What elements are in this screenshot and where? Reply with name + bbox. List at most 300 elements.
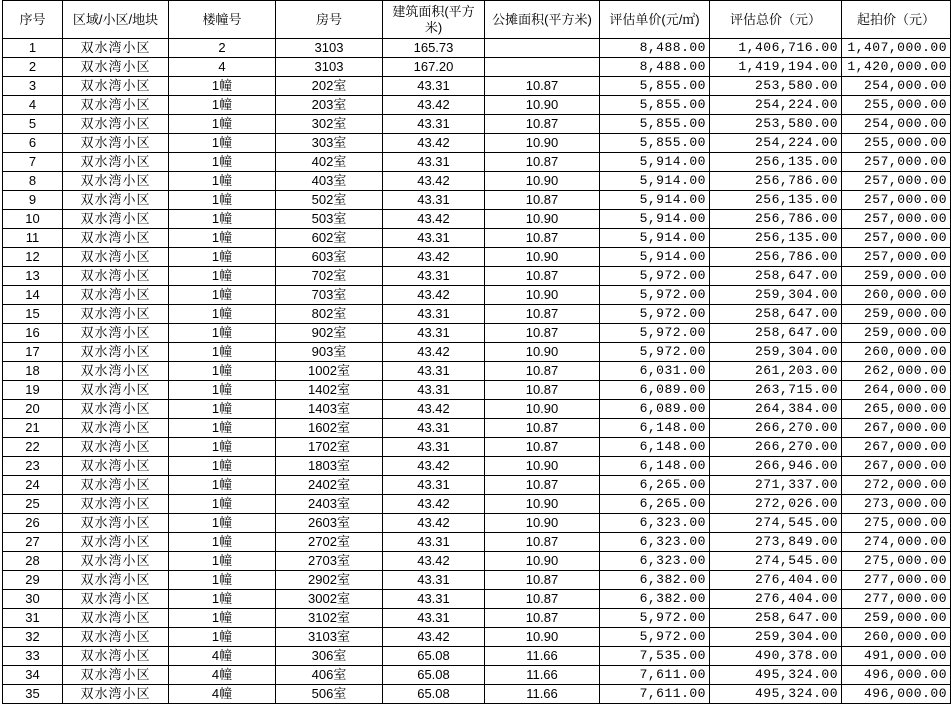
cell-floor-area: 43.42 — [383, 96, 485, 115]
cell-index: 35 — [3, 685, 63, 704]
cell-total-price: 266,946.00 — [710, 457, 842, 476]
table-row — [3, 305, 951, 324]
cell-shared-area: 10.90 — [485, 495, 600, 514]
cell-building: 4幢 — [169, 647, 276, 666]
cell-total-price: 253,580.00 — [710, 77, 842, 96]
cell-unit-price: 5,972.00 — [600, 324, 710, 343]
cell-shared-area: 10.90 — [485, 628, 600, 647]
cell-index: 33 — [3, 647, 63, 666]
cell-total-price: 263,715.00 — [710, 381, 842, 400]
cell-unit-price: 6,382.00 — [600, 571, 710, 590]
cell-unit-price: 6,382.00 — [600, 590, 710, 609]
cell-room: 903室 — [276, 343, 383, 362]
cell-starting-price: 275,000.00 — [842, 514, 951, 533]
cell-index: 1 — [3, 39, 63, 58]
cell-floor-area: 65.08 — [383, 666, 485, 685]
cell-area: 双水湾小区 — [63, 628, 169, 647]
cell-unit-price: 6,089.00 — [600, 381, 710, 400]
cell-floor-area: 43.31 — [383, 229, 485, 248]
cell-floor-area: 167.20 — [383, 58, 485, 77]
cell-shared-area: 10.90 — [485, 343, 600, 362]
cell-starting-price: 257,000.00 — [842, 172, 951, 191]
table-row — [3, 58, 951, 77]
table-row — [3, 514, 951, 533]
cell-room: 1403室 — [276, 400, 383, 419]
cell-area: 双水湾小区 — [63, 229, 169, 248]
table-row — [3, 685, 951, 704]
cell-floor-area: 43.42 — [383, 552, 485, 571]
cell-starting-price: 496,000.00 — [842, 685, 951, 704]
cell-shared-area: 10.87 — [485, 533, 600, 552]
cell-building: 1幢 — [169, 172, 276, 191]
cell-unit-price: 5,855.00 — [600, 96, 710, 115]
cell-floor-area: 43.42 — [383, 248, 485, 267]
cell-area: 双水湾小区 — [63, 210, 169, 229]
cell-building: 1幢 — [169, 77, 276, 96]
cell-floor-area: 165.73 — [383, 39, 485, 58]
cell-building: 1幢 — [169, 400, 276, 419]
table-row — [3, 533, 951, 552]
cell-room: 1002室 — [276, 362, 383, 381]
table-row — [3, 495, 951, 514]
cell-index: 5 — [3, 115, 63, 134]
cell-starting-price: 273,000.00 — [842, 495, 951, 514]
cell-floor-area: 43.31 — [383, 115, 485, 134]
table-row — [3, 248, 951, 267]
cell-total-price: 256,786.00 — [710, 210, 842, 229]
cell-total-price: 256,786.00 — [710, 248, 842, 267]
cell-room: 3103 — [276, 39, 383, 58]
cell-total-price: 495,324.00 — [710, 685, 842, 704]
cell-floor-area: 43.31 — [383, 77, 485, 96]
cell-building: 1幢 — [169, 96, 276, 115]
table-row — [3, 229, 951, 248]
cell-unit-price: 5,914.00 — [600, 248, 710, 267]
cell-floor-area: 43.42 — [383, 172, 485, 191]
cell-shared-area: 10.87 — [485, 609, 600, 628]
cell-floor-area: 43.31 — [383, 590, 485, 609]
cell-floor-area: 43.31 — [383, 533, 485, 552]
cell-starting-price: 260,000.00 — [842, 628, 951, 647]
cell-starting-price: 254,000.00 — [842, 77, 951, 96]
cell-starting-price: 1,420,000.00 — [842, 58, 951, 77]
cell-index: 29 — [3, 571, 63, 590]
table-row — [3, 267, 951, 286]
cell-index: 25 — [3, 495, 63, 514]
cell-unit-price: 5,914.00 — [600, 191, 710, 210]
cell-index: 17 — [3, 343, 63, 362]
table-row — [3, 134, 951, 153]
cell-starting-price: 255,000.00 — [842, 96, 951, 115]
cell-shared-area: 10.87 — [485, 229, 600, 248]
cell-building: 1幢 — [169, 590, 276, 609]
cell-floor-area: 43.31 — [383, 153, 485, 172]
table-row — [3, 324, 951, 343]
header-unit-price: 评估单价(元/㎡) — [600, 1, 710, 39]
cell-area: 双水湾小区 — [63, 96, 169, 115]
cell-shared-area: 10.90 — [485, 457, 600, 476]
table-row — [3, 191, 951, 210]
cell-building: 1幢 — [169, 495, 276, 514]
cell-total-price: 274,545.00 — [710, 514, 842, 533]
cell-area: 双水湾小区 — [63, 495, 169, 514]
cell-room: 303室 — [276, 134, 383, 153]
cell-building: 1幢 — [169, 381, 276, 400]
cell-room: 203室 — [276, 96, 383, 115]
table-row — [3, 286, 951, 305]
cell-room: 302室 — [276, 115, 383, 134]
cell-starting-price: 267,000.00 — [842, 438, 951, 457]
cell-floor-area: 43.31 — [383, 191, 485, 210]
cell-index: 15 — [3, 305, 63, 324]
cell-building: 1幢 — [169, 153, 276, 172]
cell-starting-price: 275,000.00 — [842, 552, 951, 571]
cell-index: 24 — [3, 476, 63, 495]
cell-index: 27 — [3, 533, 63, 552]
cell-area: 双水湾小区 — [63, 248, 169, 267]
cell-room: 702室 — [276, 267, 383, 286]
cell-floor-area: 43.31 — [383, 381, 485, 400]
cell-starting-price: 265,000.00 — [842, 400, 951, 419]
cell-index: 6 — [3, 134, 63, 153]
cell-shared-area: 10.87 — [485, 153, 600, 172]
cell-shared-area: 10.90 — [485, 96, 600, 115]
table-row — [3, 77, 951, 96]
cell-shared-area: 10.90 — [485, 210, 600, 229]
cell-floor-area: 43.31 — [383, 305, 485, 324]
cell-unit-price: 8,488.00 — [600, 58, 710, 77]
cell-unit-price: 5,914.00 — [600, 210, 710, 229]
cell-room: 3103室 — [276, 628, 383, 647]
cell-index: 30 — [3, 590, 63, 609]
cell-area: 双水湾小区 — [63, 476, 169, 495]
cell-index: 19 — [3, 381, 63, 400]
cell-floor-area: 43.31 — [383, 476, 485, 495]
cell-index: 9 — [3, 191, 63, 210]
cell-floor-area: 43.42 — [383, 134, 485, 153]
cell-index: 11 — [3, 229, 63, 248]
cell-total-price: 271,337.00 — [710, 476, 842, 495]
table-row — [3, 39, 951, 58]
cell-room: 603室 — [276, 248, 383, 267]
cell-shared-area: 11.66 — [485, 647, 600, 666]
cell-area: 双水湾小区 — [63, 172, 169, 191]
cell-total-price: 256,786.00 — [710, 172, 842, 191]
table-row — [3, 96, 951, 115]
cell-unit-price: 6,148.00 — [600, 438, 710, 457]
cell-starting-price: 259,000.00 — [842, 305, 951, 324]
cell-shared-area: 10.87 — [485, 77, 600, 96]
table-row — [3, 153, 951, 172]
cell-building: 2 — [169, 39, 276, 58]
cell-area: 双水湾小区 — [63, 134, 169, 153]
table-row — [3, 362, 951, 381]
table-row — [3, 609, 951, 628]
cell-room: 506室 — [276, 685, 383, 704]
cell-starting-price: 257,000.00 — [842, 210, 951, 229]
cell-total-price: 272,026.00 — [710, 495, 842, 514]
cell-shared-area: 11.66 — [485, 685, 600, 704]
cell-starting-price: 260,000.00 — [842, 286, 951, 305]
cell-total-price: 259,304.00 — [710, 628, 842, 647]
cell-shared-area: 10.87 — [485, 267, 600, 286]
cell-shared-area: 11.66 — [485, 666, 600, 685]
cell-total-price: 264,384.00 — [710, 400, 842, 419]
cell-floor-area: 65.08 — [383, 685, 485, 704]
cell-building: 4幢 — [169, 685, 276, 704]
cell-room: 2702室 — [276, 533, 383, 552]
cell-total-price: 256,135.00 — [710, 153, 842, 172]
cell-building: 1幢 — [169, 628, 276, 647]
cell-area: 双水湾小区 — [63, 115, 169, 134]
cell-total-price: 258,647.00 — [710, 324, 842, 343]
cell-area: 双水湾小区 — [63, 647, 169, 666]
cell-floor-area: 65.08 — [383, 647, 485, 666]
cell-shared-area: 10.90 — [485, 286, 600, 305]
cell-building: 1幢 — [169, 305, 276, 324]
cell-area: 双水湾小区 — [63, 666, 169, 685]
cell-area: 双水湾小区 — [63, 77, 169, 96]
cell-unit-price: 6,265.00 — [600, 476, 710, 495]
cell-unit-price: 5,855.00 — [600, 77, 710, 96]
cell-starting-price: 267,000.00 — [842, 457, 951, 476]
cell-area: 双水湾小区 — [63, 153, 169, 172]
cell-building: 1幢 — [169, 248, 276, 267]
cell-unit-price: 5,914.00 — [600, 229, 710, 248]
cell-floor-area: 43.42 — [383, 400, 485, 419]
cell-shared-area: 10.87 — [485, 438, 600, 457]
cell-room: 3102室 — [276, 609, 383, 628]
cell-total-price: 495,324.00 — [710, 666, 842, 685]
header-row — [3, 1, 951, 39]
cell-building: 1幢 — [169, 609, 276, 628]
cell-shared-area: 10.87 — [485, 324, 600, 343]
cell-starting-price: 257,000.00 — [842, 191, 951, 210]
cell-unit-price: 5,855.00 — [600, 134, 710, 153]
cell-area: 双水湾小区 — [63, 324, 169, 343]
cell-unit-price: 6,323.00 — [600, 533, 710, 552]
cell-index: 7 — [3, 153, 63, 172]
cell-starting-price: 262,000.00 — [842, 362, 951, 381]
cell-starting-price: 259,000.00 — [842, 609, 951, 628]
cell-total-price: 276,404.00 — [710, 571, 842, 590]
cell-index: 31 — [3, 609, 63, 628]
cell-area: 双水湾小区 — [63, 305, 169, 324]
header-starting-price: 起拍价（元） — [842, 1, 951, 39]
cell-total-price: 253,580.00 — [710, 115, 842, 134]
valuation-table — [2, 0, 951, 704]
cell-building: 1幢 — [169, 571, 276, 590]
cell-area: 双水湾小区 — [63, 438, 169, 457]
cell-floor-area: 43.31 — [383, 609, 485, 628]
cell-shared-area: 10.90 — [485, 552, 600, 571]
cell-total-price: 258,647.00 — [710, 267, 842, 286]
cell-unit-price: 5,972.00 — [600, 286, 710, 305]
table-row — [3, 172, 951, 191]
header-building: 楼幢号 — [169, 1, 276, 39]
cell-index: 28 — [3, 552, 63, 571]
cell-starting-price: 264,000.00 — [842, 381, 951, 400]
cell-floor-area: 43.31 — [383, 267, 485, 286]
cell-floor-area: 43.42 — [383, 457, 485, 476]
cell-index: 16 — [3, 324, 63, 343]
table-row — [3, 210, 951, 229]
cell-room: 1402室 — [276, 381, 383, 400]
cell-area: 双水湾小区 — [63, 419, 169, 438]
cell-starting-price: 272,000.00 — [842, 476, 951, 495]
cell-unit-price: 7,535.00 — [600, 647, 710, 666]
cell-starting-price: 254,000.00 — [842, 115, 951, 134]
cell-shared-area: 10.87 — [485, 191, 600, 210]
cell-total-price: 266,270.00 — [710, 438, 842, 457]
cell-shared-area: 10.87 — [485, 115, 600, 134]
cell-total-price: 256,135.00 — [710, 229, 842, 248]
cell-shared-area: 10.87 — [485, 590, 600, 609]
cell-room: 802室 — [276, 305, 383, 324]
cell-unit-price: 5,972.00 — [600, 267, 710, 286]
cell-area: 双水湾小区 — [63, 286, 169, 305]
table-body — [3, 39, 951, 704]
cell-shared-area: 10.90 — [485, 400, 600, 419]
header-floor-area: 建筑面积(平方米) — [383, 1, 485, 39]
cell-unit-price: 5,972.00 — [600, 609, 710, 628]
cell-index: 22 — [3, 438, 63, 457]
cell-floor-area: 43.42 — [383, 343, 485, 362]
cell-building: 4幢 — [169, 666, 276, 685]
cell-total-price: 273,849.00 — [710, 533, 842, 552]
cell-floor-area: 43.42 — [383, 495, 485, 514]
cell-index: 14 — [3, 286, 63, 305]
cell-area: 双水湾小区 — [63, 552, 169, 571]
cell-area: 双水湾小区 — [63, 571, 169, 590]
cell-area: 双水湾小区 — [63, 457, 169, 476]
table-row — [3, 419, 951, 438]
cell-room: 306室 — [276, 647, 383, 666]
table-row — [3, 343, 951, 362]
header-area: 区域/小区/地块 — [63, 1, 169, 39]
cell-total-price: 259,304.00 — [710, 286, 842, 305]
cell-floor-area: 43.31 — [383, 571, 485, 590]
cell-room: 602室 — [276, 229, 383, 248]
cell-total-price: 261,203.00 — [710, 362, 842, 381]
cell-index: 18 — [3, 362, 63, 381]
cell-total-price: 254,224.00 — [710, 134, 842, 153]
cell-index: 13 — [3, 267, 63, 286]
cell-unit-price: 5,914.00 — [600, 153, 710, 172]
cell-index: 20 — [3, 400, 63, 419]
cell-floor-area: 43.42 — [383, 514, 485, 533]
table-row — [3, 590, 951, 609]
cell-shared-area: 10.87 — [485, 362, 600, 381]
cell-building: 1幢 — [169, 552, 276, 571]
cell-building: 1幢 — [169, 210, 276, 229]
cell-index: 26 — [3, 514, 63, 533]
header-total-price: 评估总价（元） — [710, 1, 842, 39]
cell-index: 21 — [3, 419, 63, 438]
cell-starting-price: 259,000.00 — [842, 267, 951, 286]
cell-room: 902室 — [276, 324, 383, 343]
cell-room: 503室 — [276, 210, 383, 229]
cell-starting-price: 257,000.00 — [842, 229, 951, 248]
cell-building: 4 — [169, 58, 276, 77]
cell-total-price: 258,647.00 — [710, 305, 842, 324]
cell-area: 双水湾小区 — [63, 400, 169, 419]
header-index: 序号 — [3, 1, 63, 39]
cell-unit-price: 6,323.00 — [600, 552, 710, 571]
cell-building: 1幢 — [169, 229, 276, 248]
header-room: 房号 — [276, 1, 383, 39]
cell-area: 双水湾小区 — [63, 267, 169, 286]
cell-total-price: 259,304.00 — [710, 343, 842, 362]
cell-building: 1幢 — [169, 115, 276, 134]
cell-unit-price: 6,323.00 — [600, 514, 710, 533]
cell-shared-area: 10.87 — [485, 419, 600, 438]
cell-unit-price: 6,148.00 — [600, 457, 710, 476]
cell-shared-area: 10.90 — [485, 248, 600, 267]
cell-index: 34 — [3, 666, 63, 685]
cell-area: 双水湾小区 — [63, 685, 169, 704]
table-row — [3, 115, 951, 134]
cell-building: 1幢 — [169, 324, 276, 343]
cell-floor-area: 43.31 — [383, 438, 485, 457]
cell-room: 1702室 — [276, 438, 383, 457]
cell-starting-price: 491,000.00 — [842, 647, 951, 666]
cell-total-price: 274,545.00 — [710, 552, 842, 571]
cell-building: 1幢 — [169, 362, 276, 381]
cell-index: 10 — [3, 210, 63, 229]
cell-shared-area: 10.90 — [485, 134, 600, 153]
cell-building: 1幢 — [169, 514, 276, 533]
cell-room: 2603室 — [276, 514, 383, 533]
cell-starting-price: 255,000.00 — [842, 134, 951, 153]
cell-total-price: 254,224.00 — [710, 96, 842, 115]
cell-room: 403室 — [276, 172, 383, 191]
table-row — [3, 571, 951, 590]
cell-building: 1幢 — [169, 134, 276, 153]
cell-unit-price: 6,031.00 — [600, 362, 710, 381]
cell-index: 2 — [3, 58, 63, 77]
cell-index: 4 — [3, 96, 63, 115]
cell-shared-area: 10.87 — [485, 381, 600, 400]
cell-room: 3103 — [276, 58, 383, 77]
cell-shared-area: 10.87 — [485, 476, 600, 495]
cell-room: 406室 — [276, 666, 383, 685]
cell-starting-price: 274,000.00 — [842, 533, 951, 552]
cell-starting-price: 259,000.00 — [842, 324, 951, 343]
table-row — [3, 666, 951, 685]
cell-area: 双水湾小区 — [63, 381, 169, 400]
cell-building: 1幢 — [169, 476, 276, 495]
cell-unit-price: 7,611.00 — [600, 666, 710, 685]
cell-floor-area: 43.31 — [383, 362, 485, 381]
cell-unit-price: 6,089.00 — [600, 400, 710, 419]
cell-index: 32 — [3, 628, 63, 647]
cell-unit-price: 7,611.00 — [600, 685, 710, 704]
cell-index: 3 — [3, 77, 63, 96]
table-row — [3, 400, 951, 419]
cell-room: 2902室 — [276, 571, 383, 590]
table-row — [3, 381, 951, 400]
cell-shared-area — [485, 58, 600, 77]
cell-shared-area: 10.90 — [485, 514, 600, 533]
cell-total-price: 256,135.00 — [710, 191, 842, 210]
table-row — [3, 476, 951, 495]
cell-unit-price: 5,972.00 — [600, 343, 710, 362]
cell-unit-price: 6,265.00 — [600, 495, 710, 514]
cell-room: 402室 — [276, 153, 383, 172]
cell-shared-area: 10.87 — [485, 571, 600, 590]
cell-area: 双水湾小区 — [63, 58, 169, 77]
